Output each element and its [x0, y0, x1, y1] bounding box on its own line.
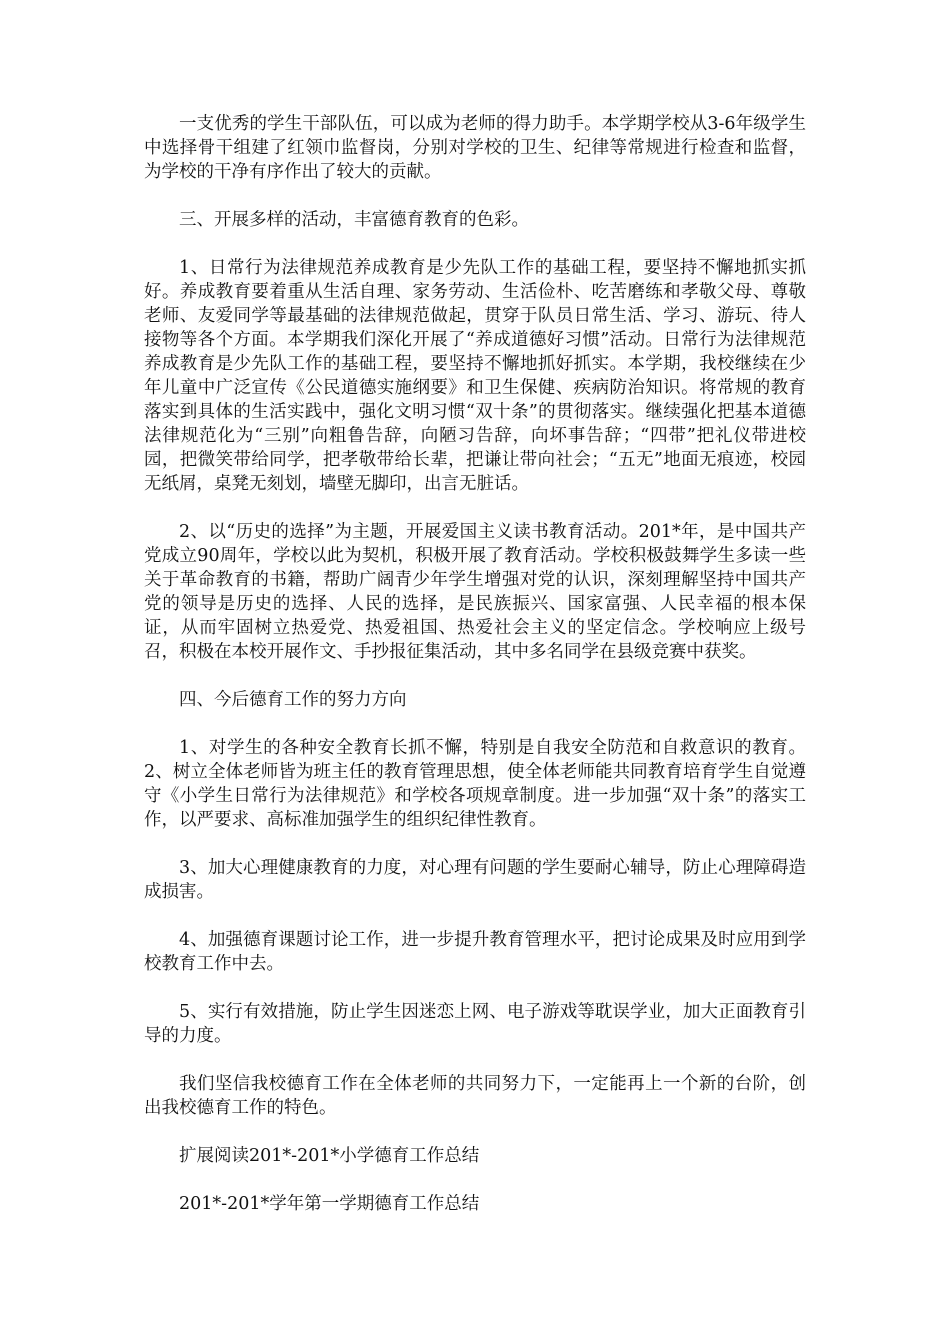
paragraph-safety-education: 1、对学生的各种安全教育长抓不懈，特别是自我安全防范和自救意识的教育。2、树立全体老师皆为班主任的教育管理思想，使全体老师能共同教育培育学生自觉遵守《小学生日常行为法律规范》和学校各项规章制度。进一步加强“双十条”的落实工作，以严要求、高标准加强学生的组织纪律性教育。	[144, 738, 806, 830]
paragraph-patriotic-reading: 2、以“历史的选择”为主题，开展爱国主义读书教育活动。201*年，是中国共产党成立90周年，学校以此为契机，积极开展了教育活动。学校积极鼓舞学生多读一些关于革命教育的书籍，帮助广阔青少年学生增强对党的认识，深刻理解坚持中国共产党的领导是历史的选择、人民的选择，是民族振兴、国家富强、人民幸福的根本保证，从而牢固树立热爱党、热爱祖国、热爱社会主义的坚定信念。学校响应上级号召，积极在本校开展作文、手抄报征集活动，其中多名同学在县级竞赛中获奖。	[144, 522, 806, 662]
section-heading-activities: 三、开展多样的活动，丰富德育教育的色彩。	[179, 210, 529, 230]
section-heading-future-direction: 四、今后德育工作的努力方向	[179, 690, 407, 710]
paragraph-habit-education: 1、日常行为法律规范养成教育是少先队工作的基础工程，要坚持不懈地抓实抓好。养成教育要着重从生活自理、家务劳动、生活俭朴、吃苦磨练和孝敬父母、尊敬老师、友爱同学等最基础的法律规范做起，贯穿于队员日常生活、学习、游玩、待人接物等各个方面。本学期我们深化开展了“养成道德好习惯”活动。日常行为法律规范养成教育是少先队工作的基础工程，要坚持不懈地抓好抓实。本学期，我校继续在少年儿童中广泛宣传《公民道德实施纲要》和卫生保健、疾病防治知识。将常规的教育落实到具体的生活实践中，强化文明习惯“双十条”的贯彻落实。继续强化把基本道德法律规范化为“三别”向粗鲁告辞，向陋习告辞，向坏事告辞；“四带”把礼仪带进校园，把微笑带给同学，把孝敬带给长辈，把谦让带向社会；“五无”地面无痕迹，校园无纸屑，桌凳无刻划，墙壁无脚印，出言无脏话。	[144, 258, 806, 494]
semester-summary-title: 201*-201*学年第一学期德育工作总结	[179, 1194, 480, 1214]
paragraph-conclusion: 我们坚信我校德育工作在全体老师的共同努力下，一定能再上一个新的台阶，创出我校德育工作的特色。	[144, 1074, 806, 1118]
paragraph-internet-prevention: 5、实行有效措施，防止学生因迷恋上网、电子游戏等耽误学业，加大正面教育引导的力度。	[144, 1002, 806, 1046]
document-page	[144, 112, 806, 1240]
paragraph-mental-health: 3、加大心理健康教育的力度，对心理有问题的学生要耐心辅导，防止心理障碍造成损害。	[144, 858, 806, 902]
paragraph-student-cadres: 一支优秀的学生干部队伍，可以成为老师的得力助手。本学期学校从3-6年级学生中选择骨干组建了红领巾监督岗，分别对学校的卫生、纪律等常规进行检查和监督，为学校的干净有序作出了较大的贡献。	[144, 114, 806, 182]
extended-reading-title: 扩展阅读201*-201*小学德育工作总结	[179, 1146, 480, 1166]
paragraph-research-work: 4、加强德育课题讨论工作，进一步提升教育管理水平，把讨论成果及时应用到学校教育工作中去。	[144, 930, 806, 974]
